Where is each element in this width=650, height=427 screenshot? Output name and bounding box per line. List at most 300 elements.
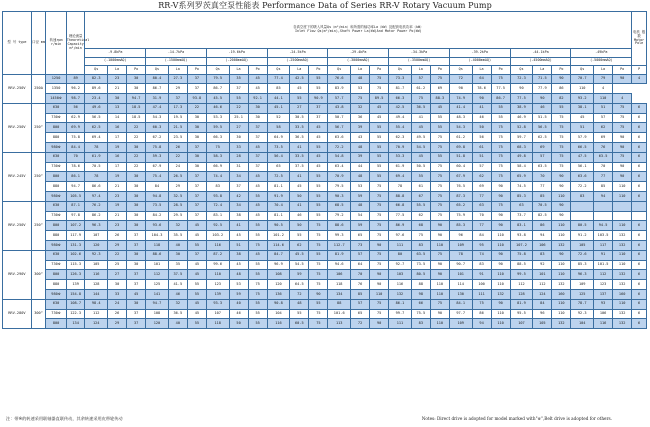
header-mmaq: (-4000mmAQ): [449, 57, 510, 66]
table-cell: 58: [267, 123, 290, 133]
table-cell: 33.5: [290, 152, 309, 162]
table-cell: 132: [491, 290, 510, 300]
table-cell: 110: [430, 241, 449, 251]
performance-table: [2, 11, 647, 329]
table-cell: 57: [594, 113, 613, 123]
table-cell: 72: [449, 74, 472, 84]
table-cell: 55: [411, 172, 430, 182]
table-cell: 72.5: [267, 172, 290, 182]
table-cell: 55: [309, 84, 328, 94]
table-cell: 75: [309, 231, 328, 241]
table-cell: 124: [85, 319, 108, 329]
table-cell: 132: [389, 290, 412, 300]
table-cell: 30: [127, 211, 146, 221]
table-cell: 6: [632, 103, 647, 113]
table-cell: 6: [632, 133, 647, 143]
table-cell: 37: [187, 172, 206, 182]
table-cell: 59: [229, 290, 248, 300]
header-pressure: -49kPa: [571, 49, 632, 58]
table-cell: 101.5: [594, 260, 613, 270]
table-cell: 110: [613, 299, 632, 309]
table-cell: 16: [108, 123, 127, 133]
header-sub: La: [411, 66, 430, 75]
table-row: [3, 74, 647, 84]
table-cell: 81.7: [389, 84, 412, 94]
table-cell: 88.6: [146, 250, 169, 260]
header-pressure: -39.2kPa: [449, 49, 510, 58]
table-cell: 108.7: [66, 299, 85, 309]
table-cell: [594, 201, 613, 211]
table-cell: 105: [533, 319, 552, 329]
table-cell: 70.4: [267, 201, 290, 211]
table-cell: 59: [351, 221, 370, 231]
header-sub: Po: [430, 66, 449, 75]
table-cell: 30: [229, 133, 248, 143]
table-cell: 71.5: [533, 74, 552, 84]
table-cell: 47.5: [571, 152, 594, 162]
table-cell: 92.1: [248, 94, 267, 104]
table-cell: 56: [66, 103, 85, 113]
table-cell: 630: [46, 103, 67, 113]
table-cell: 64.9: [267, 133, 290, 143]
table-cell: 6: [632, 280, 647, 290]
table-cell: 730※: [46, 113, 67, 123]
table-cell: 6: [632, 290, 647, 300]
table-cell: 70.5: [85, 162, 108, 172]
table-cell: 19: [108, 201, 127, 211]
table-cell: 30: [187, 152, 206, 162]
table-cell: 91.9: [267, 192, 290, 202]
table-cell: 88: [328, 299, 351, 309]
table-cell: 87.1: [66, 201, 85, 211]
table-cell: 106: [533, 241, 552, 251]
table-cell: 82: [552, 94, 571, 104]
header-mmaq: (-5000mmAQ): [571, 57, 632, 66]
table-cell: 94.7: [127, 94, 146, 104]
table-cell: 75: [370, 260, 389, 270]
table-cell: 96: [449, 231, 472, 241]
table-cell: 94.7: [146, 299, 169, 309]
table-cell: 22: [127, 152, 146, 162]
table-cell: 83: [571, 192, 594, 202]
table-cell: 55: [370, 162, 389, 172]
table-cell: 66.9: [206, 162, 229, 172]
table-cell: 55: [187, 280, 206, 290]
table-cell: 56.4: [267, 152, 290, 162]
table-cell: 55: [248, 270, 267, 280]
table-cell: 63.5: [533, 162, 552, 172]
table-cell: 55: [491, 103, 510, 113]
table-cell: 48.3: [449, 113, 472, 123]
table-cell: 45: [187, 231, 206, 241]
table-cell: 30: [187, 123, 206, 133]
table-cell: 75: [430, 299, 449, 309]
table-cell: 54: [351, 211, 370, 221]
table-cell: 94.6: [328, 260, 351, 270]
table-cell: 90: [613, 74, 632, 84]
table-row: [3, 201, 647, 211]
table-cell: 77: [533, 182, 552, 192]
table-cell: 66: [411, 299, 430, 309]
table-cell: [613, 201, 632, 211]
table-cell: 96.3: [85, 221, 108, 231]
table-cell: 45: [248, 172, 267, 182]
table-row: [3, 231, 647, 241]
table-cell: 69.8: [449, 143, 472, 153]
table-cell: 34: [229, 201, 248, 211]
table-cell: 75: [430, 182, 449, 192]
table-cell: 45.5: [206, 94, 229, 104]
table-cell: 57: [533, 152, 552, 162]
table-cell: 37.5: [168, 270, 187, 280]
table-cell: 75: [370, 182, 389, 192]
table-cell: 75: [430, 143, 449, 153]
header-sub: Qs: [146, 66, 169, 75]
table-cell: 55: [248, 299, 267, 309]
table-cell: 35: [168, 260, 187, 270]
table-cell: 103.2: [206, 231, 229, 241]
table-cell: 61: [411, 182, 430, 192]
table-cell: 55: [430, 123, 449, 133]
table-cell: 37: [187, 143, 206, 153]
table-cell: 45: [248, 250, 267, 260]
table-cell: 63: [472, 201, 491, 211]
table-cell: 75: [370, 201, 389, 211]
header-sub: Qs: [328, 66, 351, 75]
table-cell: 75.8: [146, 143, 169, 153]
table-cell: 96.9: [267, 260, 290, 270]
table-cell: 55: [430, 113, 449, 123]
table-cell: 36.5: [411, 103, 430, 113]
table-cell: 98.4: [85, 299, 108, 309]
table-cell: 154.8: [66, 290, 85, 300]
table-cell: 110: [552, 231, 571, 241]
table-cell: 101: [449, 270, 472, 280]
header-sub: Po: [127, 66, 146, 75]
table-cell: 70.5: [533, 201, 552, 211]
table-cell: 37: [248, 162, 267, 172]
table-cell: 110: [613, 221, 632, 231]
table-cell: 55: [248, 221, 267, 231]
table-cell: 61: [472, 143, 491, 153]
table-cell: 69: [533, 143, 552, 153]
table-cell: 85: [267, 84, 290, 94]
table-cell: 45: [248, 201, 267, 211]
table-cell: 115.3: [66, 260, 85, 270]
table-cell: 30: [127, 260, 146, 270]
table-cell: 29: [168, 84, 187, 94]
table-cell: 95.5: [510, 309, 533, 319]
table-cell: 90.9: [309, 94, 328, 104]
table-cell: 75: [430, 211, 449, 221]
table-cell: 75: [411, 231, 430, 241]
table-cell: 42.5: [290, 74, 309, 84]
table-cell: 45: [229, 260, 248, 270]
table-cell: 70: [533, 172, 552, 182]
table-cell: 75.9: [449, 211, 472, 221]
table-cell: 38.1: [571, 103, 594, 113]
table-cell: 75: [430, 162, 449, 172]
table-cell: 980※: [46, 290, 67, 300]
table-cell: 30.5: [290, 113, 309, 123]
table-cell: 86.1: [389, 299, 412, 309]
table-cell: [613, 211, 632, 221]
table-cell: 81.9: [328, 250, 351, 260]
table-cell: 90: [491, 260, 510, 270]
table-cell: 92.5: [206, 221, 229, 231]
header-sub: Po: [613, 66, 632, 75]
table-cell: 83: [206, 182, 229, 192]
table-cell: 6: [632, 260, 647, 270]
table-cell: 30: [127, 74, 146, 84]
table-cell: 41: [229, 221, 248, 231]
table-cell: 75: [370, 309, 389, 319]
table-cell: 110: [552, 299, 571, 309]
table-cell: 37: [127, 280, 146, 290]
model-cell: RRV-250V: [3, 74, 32, 103]
table-cell: 61.9: [389, 162, 412, 172]
header-sub: Qs: [267, 66, 290, 75]
table-cell: 45: [248, 211, 267, 221]
table-cell: 90: [449, 84, 472, 94]
table-row: [3, 299, 647, 309]
table-cell: 96: [533, 309, 552, 319]
table-cell: 45: [290, 84, 309, 94]
table-cell: 116: [85, 270, 108, 280]
table-cell: 92.3: [85, 250, 108, 260]
table-cell: 75: [613, 113, 632, 123]
cylinder-cell: 300°: [31, 250, 45, 299]
table-cell: 110: [552, 260, 571, 270]
table-cell: 55: [309, 182, 328, 192]
table-cell: 37: [309, 113, 328, 123]
table-cell: 17: [108, 133, 127, 143]
table-cell: 72: [290, 290, 309, 300]
table-cell: 55: [290, 231, 309, 241]
table-cell: 75: [248, 290, 267, 300]
table-cell: 116: [267, 319, 290, 329]
header-sub: Qs: [206, 66, 229, 75]
table-cell: 37: [187, 182, 206, 192]
table-cell: 124: [533, 290, 552, 300]
table-cell: 75: [472, 299, 491, 309]
header-row: [3, 57, 647, 66]
table-cell: 70.7: [571, 74, 594, 84]
table-cell: 22: [187, 103, 206, 113]
table-cell: 112: [146, 270, 169, 280]
table-cell: 19: [108, 143, 127, 153]
table-cell: 160: [613, 290, 632, 300]
table-cell: [632, 201, 647, 211]
table-cell: 97.8: [66, 211, 85, 221]
table-cell: 120: [267, 280, 290, 290]
table-cell: 111: [389, 319, 412, 329]
table-row: [3, 133, 647, 143]
table-cell: 30: [127, 84, 146, 94]
table-cell: 123: [206, 280, 229, 290]
table-cell: 36.5: [168, 309, 187, 319]
table-cell: 94.8: [146, 192, 169, 202]
table-cell: 120: [85, 241, 108, 251]
header-sub: Po: [309, 66, 328, 75]
table-cell: 67.2: [146, 133, 169, 143]
table-cell: 61.9: [85, 152, 108, 162]
table-cell: 118: [146, 241, 169, 251]
table-cell: 82.5: [533, 211, 552, 221]
header-sub: La: [351, 66, 370, 75]
table-cell: 65: [351, 231, 370, 241]
table-cell: 86.6: [85, 182, 108, 192]
table-cell: 63.5: [594, 152, 613, 162]
table-cell: 60.5: [290, 319, 309, 329]
table-cell: 65: [351, 309, 370, 319]
table-cell: 78: [85, 172, 108, 182]
table-cell: 37: [187, 201, 206, 211]
table-cell: 70: [66, 152, 85, 162]
table-cell: 101.6: [328, 309, 351, 319]
table-cell: 75: [491, 123, 510, 133]
table-cell: 116: [594, 319, 613, 329]
table-cell: 46: [533, 103, 552, 113]
table-row: [3, 221, 647, 231]
table-cell: 112: [594, 270, 613, 280]
table-cell: 72: [351, 319, 370, 329]
table-cell: 37: [187, 211, 206, 221]
table-cell: 74.5: [510, 182, 533, 192]
table-cell: 94: [472, 319, 491, 329]
table-cell: 110: [571, 84, 594, 94]
table-cell: 134: [328, 290, 351, 300]
table-cell: 24: [168, 162, 187, 172]
table-cell: 54.3: [146, 113, 169, 123]
table-cell: 95: [472, 241, 491, 251]
table-cell: 50: [472, 123, 491, 133]
table-cell: 75: [370, 211, 389, 221]
table-cell: 93.3: [206, 299, 229, 309]
table-cell: 55.4: [389, 123, 412, 133]
table-cell: 34: [229, 172, 248, 182]
header-sub: La: [168, 66, 187, 75]
table-cell: 90: [370, 241, 389, 251]
table-cell: 45: [309, 152, 328, 162]
table-cell: 46: [472, 113, 491, 123]
note-en: Notes: Direct drive is adopted for model marked with"※",Belt drive is adopted for others.: [421, 416, 612, 421]
table-cell: 4: [594, 84, 613, 94]
table-cell: 89: [66, 74, 85, 84]
table-cell: 40: [168, 241, 187, 251]
table-cell: 75: [309, 280, 328, 290]
table-cell: 41: [290, 143, 309, 153]
table-cell: 55: [248, 319, 267, 329]
table-cell: 62: [594, 123, 613, 133]
table-cell: 75: [248, 241, 267, 251]
table-cell: 730※: [46, 260, 67, 270]
table-cell: 75: [613, 152, 632, 162]
table-cell: 43.8: [328, 103, 351, 113]
table-cell: 91.2: [571, 231, 594, 241]
table-cell: 73.5: [267, 143, 290, 153]
table-row: [3, 123, 647, 133]
table-cell: 86.2: [85, 211, 108, 221]
table-cell: 37: [127, 319, 146, 329]
table-cell: 90: [370, 319, 389, 329]
table-cell: 80.4: [146, 74, 169, 84]
table-cell: 94: [594, 192, 613, 202]
table-cell: 75: [309, 319, 328, 329]
table-cell: 13: [108, 103, 127, 113]
table-cell: 30: [168, 250, 187, 260]
table-cell: 93.6: [146, 221, 169, 231]
table-cell: 79.5: [328, 182, 351, 192]
table-cell: 6: [632, 221, 647, 231]
table-cell: 110: [613, 260, 632, 270]
table-cell: 101: [146, 260, 169, 270]
table-cell: 75: [552, 133, 571, 143]
header-sub: Po: [552, 66, 571, 75]
table-cell: 75: [370, 192, 389, 202]
table-cell: 110: [370, 290, 389, 300]
table-cell: 54.5: [411, 143, 430, 153]
table-cell: 84: [533, 299, 552, 309]
table-cell: 86.7: [491, 94, 510, 104]
header-pressure: -24.5kPa: [267, 49, 328, 58]
table-cell: 90: [552, 201, 571, 211]
table-cell: 21: [108, 84, 127, 94]
table-cell: 68.3: [510, 143, 533, 153]
notes: [0, 414, 650, 424]
table-cell: 57: [411, 74, 430, 84]
table-cell: 90: [552, 172, 571, 182]
table-cell: 56.7: [328, 123, 351, 133]
table-row: [3, 103, 647, 113]
table-cell: 123: [594, 280, 613, 290]
table-cell: 75: [430, 133, 449, 143]
cylinder-cell: 250°: [31, 152, 45, 201]
table-cell: 41: [472, 103, 491, 113]
table-cell: 6: [632, 113, 647, 123]
table-cell: 75.4: [146, 172, 169, 182]
table-cell: 75: [552, 162, 571, 172]
table-cell: 23: [108, 74, 127, 84]
table-cell: 75: [491, 162, 510, 172]
table-cell: 46: [229, 309, 248, 319]
table-cell: 630: [46, 299, 67, 309]
table-cell: 93.8: [206, 192, 229, 202]
table-cell: 82.3: [85, 74, 108, 84]
table-cell: 6: [632, 231, 647, 241]
table-cell: 56.1: [571, 162, 594, 172]
table-cell: 29.5: [168, 211, 187, 221]
table-cell: 85.3: [571, 260, 594, 270]
table-cell: 46.6: [206, 103, 229, 113]
table-cell: 75: [491, 152, 510, 162]
header-pressure: -34.3kPa: [389, 49, 450, 58]
table-cell: 57.7: [328, 94, 351, 104]
table-cell: 88.6: [328, 221, 351, 231]
header-sub: Qs: [389, 66, 412, 75]
table-cell: 90.3: [328, 192, 351, 202]
table-cell: 91: [594, 250, 613, 260]
table-cell: 27: [290, 103, 309, 113]
table-cell: 90: [510, 84, 533, 94]
table-cell: 23.5: [168, 133, 187, 143]
table-cell: 51: [472, 152, 491, 162]
table-cell: 55: [309, 299, 328, 309]
table-cell: 730※: [46, 309, 67, 319]
table-row: [3, 211, 647, 221]
table-cell: 52: [267, 113, 290, 123]
table-cell: 110: [552, 309, 571, 319]
